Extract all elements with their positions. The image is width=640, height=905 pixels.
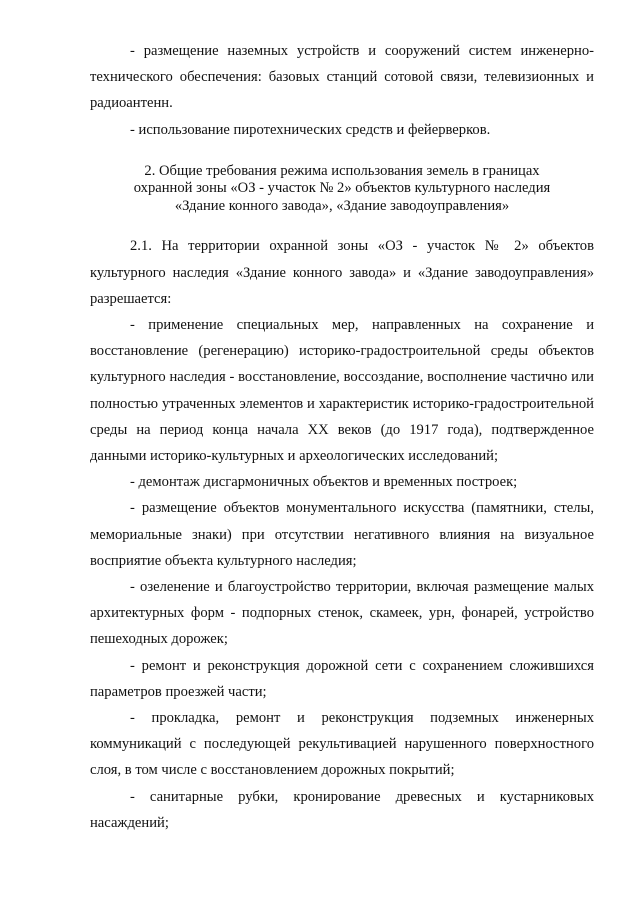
paragraph-monumental-art: - размещение объектов монументального искусства (памятники, стелы, мемориальные знаки) при отсутствии негативного влияния на визуальное восприятие объекта культурного наследия; (90, 500, 594, 569)
paragraph-sanitary-felling: - санитарные рубки, кронирование древесных и кустарниковых насаждений; (90, 788, 594, 831)
paragraph-dismantling: - демонтаж дисгармоничных объектов и временных построек; (130, 474, 518, 491)
paragraph-ground-devices: - размещение наземных устройств и сооружений систем инженерно-технического обеспечения: базовых станций сотовой связи, телевизионных и радиоантенн. (90, 43, 594, 112)
paragraph-special-measures: - применение специальных мер, направленных на сохранение и восстановление (регенерацию) историко-градостроительной среды объектов культурного наследия - восстановление, воссоздание, восполнение частично или полностью утраченных элементов и характеристик историко-градостроительной среды на период конца начала XX веков (до 1917 года), подтвержденное данными историко-культурных и археологических исследований; (90, 316, 594, 464)
section-heading-line: 2. Общие требования режима использования земель в границах (144, 162, 540, 179)
section-heading-line: «Здание конного завода», «Здание заводоуправления» (174, 197, 510, 214)
paragraph-clause-2-1: 2.1. На территории охранной зоны «ОЗ - участок № 2» объектов культурного наследия «Здание конного завода» и «Здание заводоуправления» разрешается: (90, 238, 594, 307)
paragraph-road-repair: - ремонт и реконструкция дорожной сети с сохранением сложившихся параметров проезжей части; (90, 657, 594, 700)
paragraph-landscaping: - озеленение и благоустройство территории, включая размещение малых архитектурных форм - подпорных стенок, скамеек, урн, фонарей, устройство пешеходных дорожек; (90, 578, 594, 648)
paragraph-utilities: - прокладка, ремонт и реконструкция подземных инженерных коммуникаций с последующей рекультивацией нарушенного поверхностного слоя, в том числе с восстановлением дорожных покрытий; (90, 709, 594, 779)
paragraph-pyrotechnics: - использование пиротехнических средств и фейерверков. (130, 121, 491, 138)
section-heading-line: охранной зоны «ОЗ - участок № 2» объектов культурного наследия (133, 180, 551, 197)
section-heading (90, 163, 594, 216)
document-body (90, 38, 594, 836)
